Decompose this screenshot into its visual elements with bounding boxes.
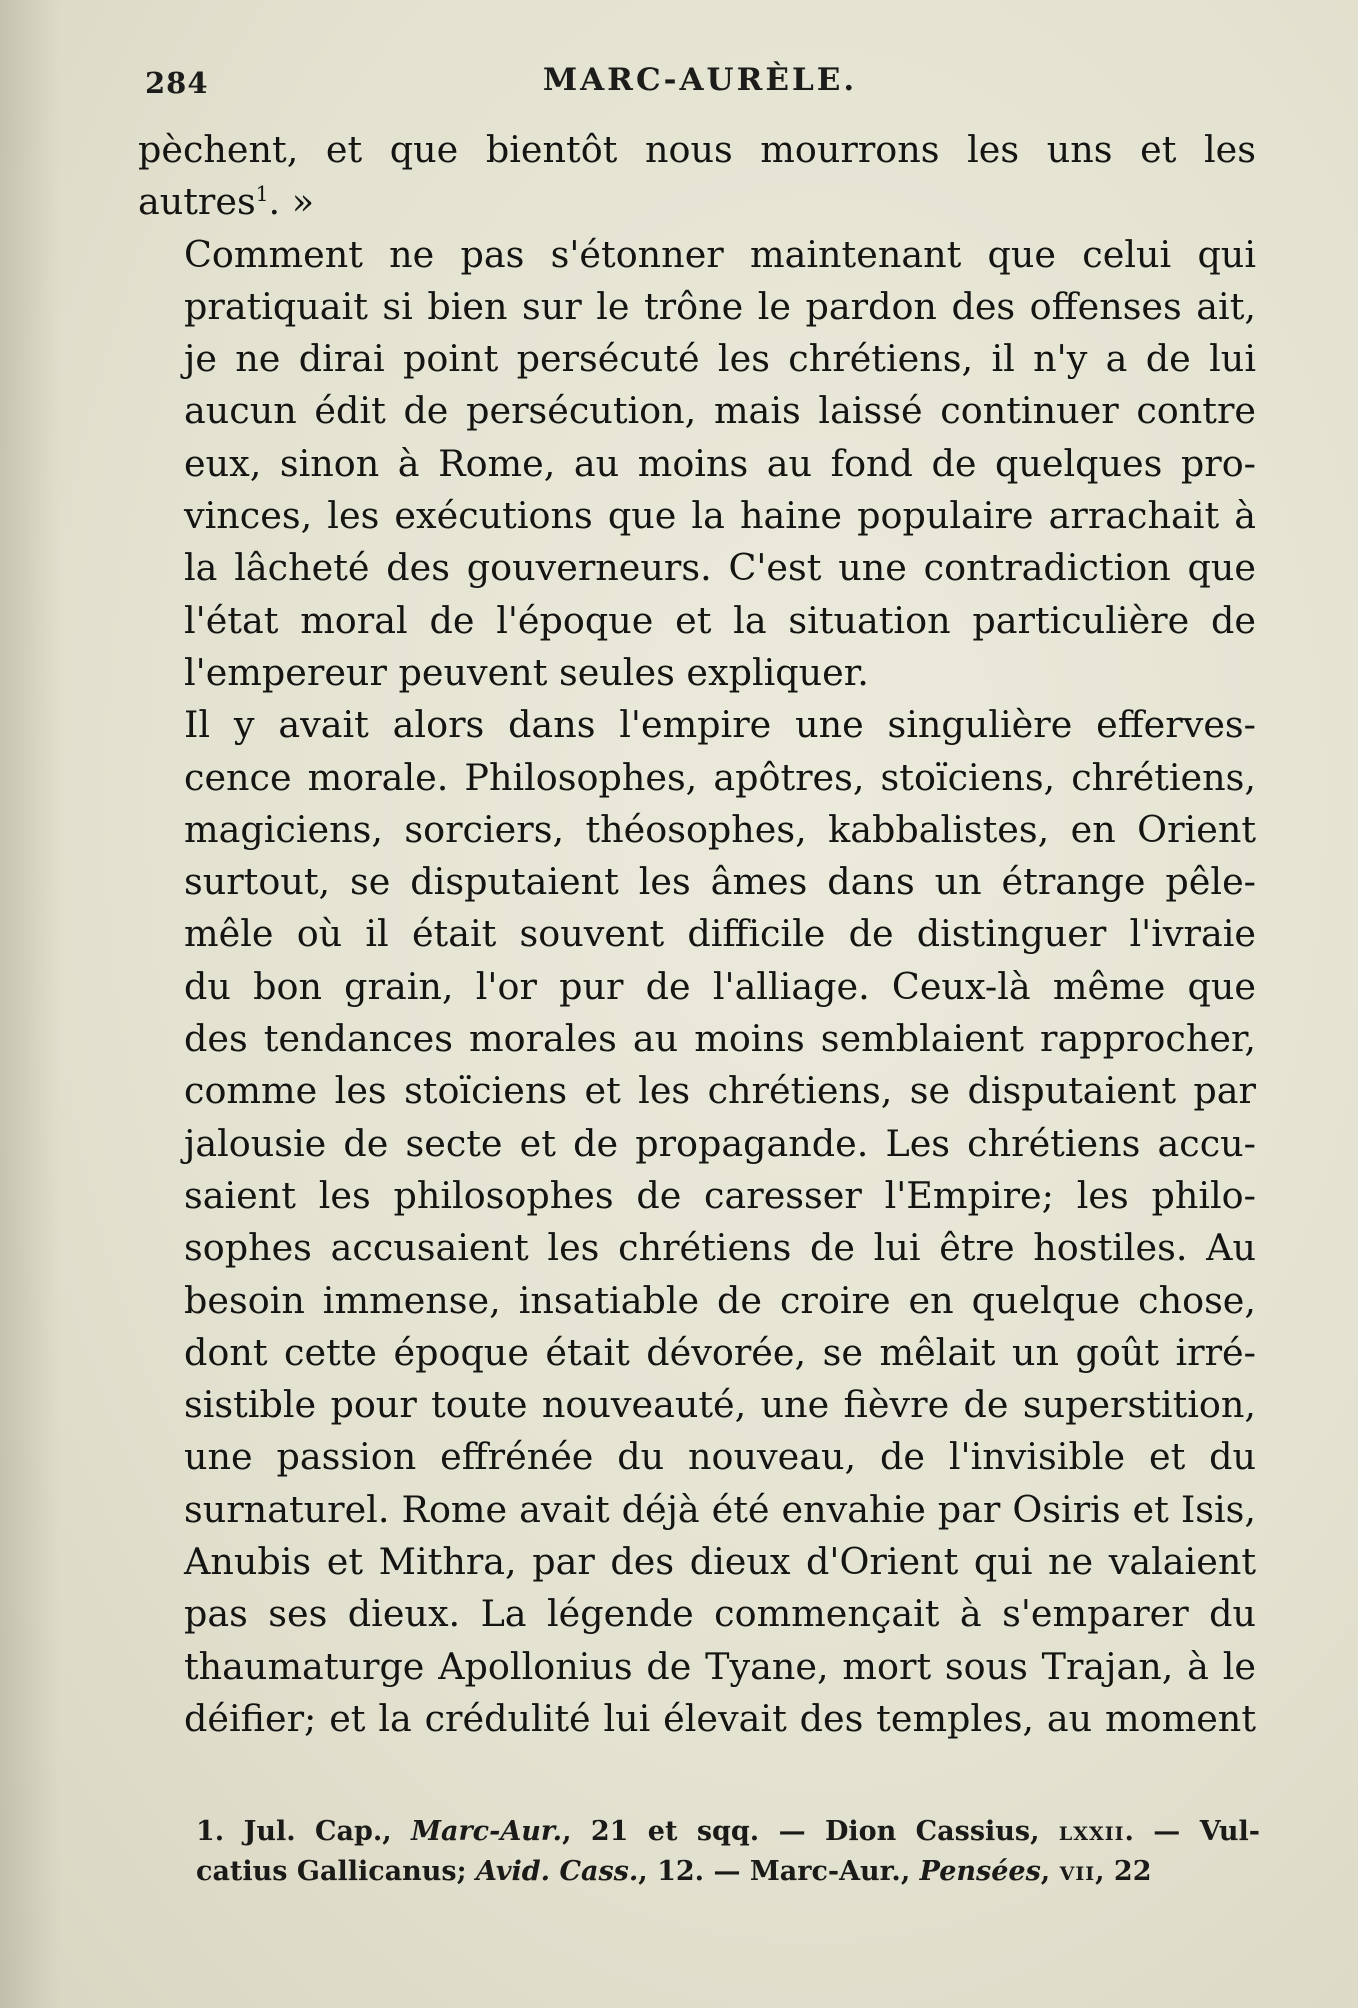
text-line: vinces, les exécutions que la haine populaire arrachait à — [184, 494, 1256, 538]
text-line: thaumaturge Apollonius de Tyane, mort sous Trajan, à le — [184, 1644, 1256, 1688]
text-line: l'empereur peuvent seules expliquer. — [184, 650, 869, 694]
text-line: aucun édit de persécution, mais laissé continuer contre — [184, 389, 1256, 433]
text-line: besoin immense, insatiable de croire en quelque chose, — [184, 1278, 1256, 1322]
footnote-text: catius Gallicanus; — [196, 1856, 467, 1887]
footnote-roman: lxxii — [1058, 1816, 1125, 1847]
text-line: dont cette époque était dévorée, se mêlait un goût irré- — [184, 1330, 1256, 1374]
footnote-line — [196, 1852, 1260, 1892]
text-line: jalousie de secte et de propagande. Les chrétiens accu- — [184, 1121, 1256, 1165]
text-line: comme les stoïciens et les chrétiens, se disputaient par — [184, 1069, 1256, 1113]
text-line: saient les philosophes de caresser l'Empire; les philo- — [184, 1173, 1256, 1217]
text-line: Comment ne pas s'étonner maintenant que celui qui — [184, 232, 1256, 276]
text-line: surtout, se disputaient les âmes dans un étrange pêle- — [184, 860, 1256, 904]
text-line: Il y avait alors dans l'empire une singulière efferves- — [184, 703, 1256, 747]
text-line: des tendances morales au moins semblaient rapprocher, — [184, 1017, 1256, 1061]
text-line: eux, sinon à Rome, au moins au fond de quelques pro- — [184, 441, 1256, 485]
text-line: du bon grain, l'or pur de l'alliage. Ceux-là même que — [184, 964, 1256, 1008]
text-line: pas ses dieux. La légende commençait à s'emparer du — [184, 1592, 1256, 1636]
text-line: la lâcheté des gouverneurs. C'est une contradiction que — [184, 546, 1256, 590]
footnote-text: Jul. Cap., — [243, 1816, 392, 1847]
footnote-text: , — [1040, 1856, 1051, 1887]
paragraph — [138, 699, 1256, 1745]
text-line: Anubis et Mithra, par des dieux d'Orient qui ne valaient — [184, 1540, 1256, 1584]
footnote — [196, 1812, 1260, 1892]
text-line: sistible pour toute nouveauté, une fièvre de superstition, — [184, 1383, 1256, 1427]
text-fragment: . » — [268, 180, 315, 224]
text-line: mêle où il était souvent difficile de distinguer l'ivraie — [184, 912, 1256, 956]
footnote-italic: Pensées — [919, 1856, 1041, 1887]
footnote-number: 1. — [196, 1816, 225, 1847]
text-fragment: autres — [138, 180, 256, 224]
footnote-italic: Marc-Aur. — [411, 1816, 563, 1847]
text-line: surnaturel. Rome avait déjà été envahie par Osiris et Isis, — [184, 1487, 1256, 1531]
paragraph — [138, 229, 1256, 700]
text-line: cence morale. Philosophes, apôtres, stoïciens, chrétiens, — [184, 755, 1256, 799]
text-line: pèchent, et que bientôt nous mourrons les uns et les — [138, 128, 1256, 171]
text-line: une passion effrénée du nouveau, de l'invisible et du — [184, 1435, 1256, 1479]
footnote-text: , 12. — Marc-Aur., — [638, 1856, 911, 1887]
text-line: magiciens, sorciers, théosophes, kabbalistes, en Orient — [184, 807, 1256, 851]
running-title: MARC-AURÈLE. — [542, 62, 858, 98]
footnote-text: , 22 — [1095, 1856, 1152, 1887]
footnote-italic: Avid. Cass. — [476, 1856, 639, 1887]
text-line: déifier; et la crédulité lui élevait des temples, au moment — [184, 1696, 1256, 1740]
page-header — [145, 62, 1255, 112]
footnote-text: , 21 et sqq. — Dion Cassius, — [562, 1816, 1040, 1847]
text-line — [138, 176, 1256, 228]
spine-shadow — [0, 0, 60, 2008]
body-text — [138, 124, 1256, 1745]
footnote-line — [196, 1812, 1260, 1852]
footnote-marker: 1 — [255, 182, 269, 207]
footnote-roman: vii — [1059, 1856, 1096, 1887]
footnote-text: . — Vul- — [1124, 1816, 1261, 1847]
text-line: l'état moral de l'époque et la situation particulière de — [184, 598, 1256, 642]
page-number: 284 — [145, 66, 209, 100]
text-line: pratiquait si bien sur le trône le pardon des offenses ait, — [184, 284, 1256, 328]
paragraph — [138, 124, 1256, 229]
text-line: sophes accusaient les chrétiens de lui être hostiles. Au — [184, 1226, 1256, 1270]
text-line: je ne dirai point persécuté les chrétiens, il n'y a de lui — [184, 337, 1256, 381]
